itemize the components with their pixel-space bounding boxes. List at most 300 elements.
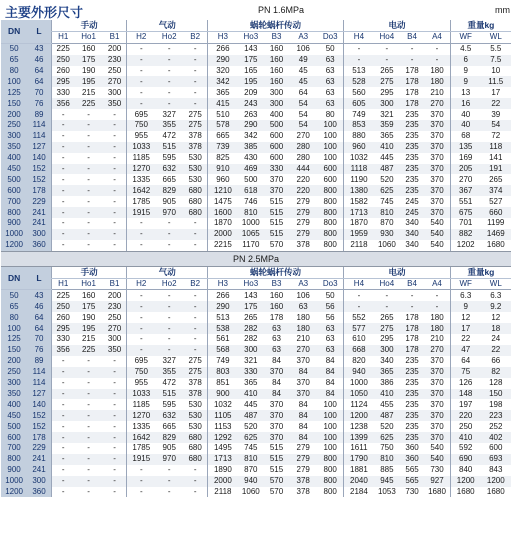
table-cell: 114 [27,131,51,142]
table-row [1,229,511,240]
table-cell: 1238 [344,421,374,432]
dn-cell: 65 [1,55,27,66]
table-cell: 882 [450,229,480,240]
table-cell: 675 [450,207,480,218]
table-cell: 270 [296,131,310,141]
table-cell: 370 [424,389,450,400]
table-cell: 54 [289,120,317,131]
table-cell: 360 [27,487,51,498]
table-cell: 84 [272,356,281,366]
table-cell: 300 [27,229,51,240]
table-cell: - [127,229,155,240]
table-cell: 43 [27,290,51,301]
table-cell: 370 [424,432,450,443]
table-cell: 210 [430,334,444,344]
table-cell: - [127,334,155,345]
table-cell: 1199 [487,218,505,228]
table-cell: 300 [27,476,51,487]
table-cell: 275 [188,356,202,366]
table-cell: 64 [27,66,51,77]
table-cell: 9.2 [481,301,511,312]
table-cell: - [113,486,116,496]
table-cell: 270 [424,345,450,356]
table-cell: 1118 [344,164,374,175]
table-cell: - [435,44,439,54]
table-cell: 810 [374,454,400,465]
dn-cell: 250 [1,120,27,131]
table-cell: 695 [127,109,155,120]
table-cell: - [127,290,155,301]
table-cell: 72 [491,131,501,141]
table-cell: 180 [424,323,450,334]
table-cell: 2000 [208,229,238,240]
table-cell: 570 [269,240,284,250]
table-cell: 370 [430,109,444,119]
table-cell: - [374,55,400,66]
table-cell: 750 [127,120,155,131]
table-cell: 225 [51,43,74,54]
table-cell: - [374,301,400,312]
table-cell: 592 [450,443,480,454]
table-cell: 595 [162,399,176,409]
table-cell: 870 [380,218,394,228]
table-cell: 266 [208,43,238,54]
table-cell: - [87,153,90,163]
table-cell: 223 [481,410,511,421]
table-cell: 472 [162,378,176,388]
table-cell: 810 [238,207,264,218]
table-cell: 360 [400,454,424,465]
table-cell: 5.5 [490,44,502,54]
table-cell: 225 [75,345,103,356]
table-cell: 10 [491,66,501,75]
table-row [1,410,511,421]
table-cell: 1053 [377,486,396,496]
table-cell: 235 [405,356,419,366]
table-cell: 750 [380,443,394,453]
table-cell: 540 [424,229,450,240]
table-cell: 64 [27,312,51,323]
dn-cell: 200 [1,109,27,120]
table-cell: - [87,196,90,206]
table-cell: 1495 [208,443,238,454]
table-cell: 195 [75,323,103,334]
table-cell: - [51,454,74,465]
table-cell: 2215 [208,240,238,251]
table-cell: 1959 [344,229,374,240]
table-cell: - [51,174,74,185]
table-cell: 12 [450,312,480,323]
table-cell: 209 [244,87,258,97]
table-cell: 7.5 [481,55,511,66]
table-cell: 955 [127,131,155,142]
table-cell: 300 [264,98,289,109]
table-cell: 330 [51,87,74,98]
table-cell: - [127,476,155,487]
table-cell: 191 [481,164,511,175]
table-cell: 1469 [481,229,511,240]
table-cell: 195 [75,76,103,87]
table-cell: 300 [374,98,400,109]
table-cell: - [127,218,155,229]
table-cell: 625 [238,432,264,443]
table-cell: 279 [296,443,310,453]
table-cell: 6 [450,55,480,66]
table-cell: - [155,55,183,66]
table-cell: - [155,323,183,334]
table-cell: - [75,432,103,443]
table-cell: 63 [317,98,343,109]
table-cell: 84 [289,432,317,443]
table-cell: - [75,454,103,465]
table-cell: 410 [450,432,480,443]
table-cell: 510 [208,109,238,120]
table-cell: 6.3 [450,290,480,301]
table-cell: 1170 [242,240,260,250]
table-cell: 100 [317,120,343,131]
table-cell: 321 [380,109,394,119]
table-cell: 370 [264,432,289,443]
table-cell: 668 [344,345,374,356]
table-cell: 265 [489,174,503,184]
table-cell: 63 [325,66,335,75]
table-cell: 1881 [344,465,374,476]
table-cell: 252 [489,421,503,431]
column-header: H3 [208,278,238,290]
dn-cell: 500 [1,174,27,185]
table-row [1,66,511,77]
table-cell: 290 [208,55,238,66]
dn-cell: 300 [1,378,27,389]
table-cell: 350 [103,345,127,356]
table-cell: 84 [317,367,343,378]
table-cell: 1680 [450,487,480,498]
table-cell: 340 [405,240,419,250]
dn-cell: 100 [1,76,27,87]
table-cell: 250 [107,312,122,322]
table-cell: 68 [450,131,480,142]
table-cell: 175 [238,55,264,66]
table-cell: - [51,207,74,218]
table-row [1,76,511,87]
table-cell: 1033 [127,389,155,400]
table-cell: 527 [489,196,503,206]
table-cell: - [75,185,103,196]
table-cell: 600 [489,443,503,453]
table-cell: 487 [374,410,400,421]
table-cell: 50 [325,44,335,54]
table-cell: 100 [323,421,337,431]
table-cell: 200 [107,44,122,54]
table-cell: 1065 [238,229,264,240]
table-cell: 11.5 [481,76,511,87]
table-cell: 327 [162,356,176,366]
table-cell: 365 [374,367,400,378]
table-cell: 690 [450,454,480,465]
table-cell: 560 [344,87,374,98]
table-cell: 235 [400,120,424,131]
table-cell: 355 [155,367,183,378]
table-cell: 178 [27,185,51,196]
dn-cell: 450 [1,410,27,421]
table-cell: - [103,389,127,400]
table-cell: 378 [183,142,207,153]
table-cell: 160 [264,301,289,312]
table-cell: 16 [450,98,480,109]
table-cell: - [51,476,74,487]
table-cell: 152 [27,410,51,421]
table-cell: 370 [296,356,310,366]
table-cell: 1033 [127,142,155,153]
table-cell: 220 [289,185,317,196]
column-header: WL [481,278,511,290]
table-cell: 500 [264,120,289,131]
table-cell: - [127,240,155,251]
table-cell: 378 [188,378,202,388]
table-cell: 1105 [208,410,238,421]
table-cell: - [193,87,197,97]
table-cell: 1032 [208,399,238,410]
table-cell: 680 [183,432,207,443]
table-cell: 605 [344,98,374,109]
table-cell: 1124 [344,399,374,410]
table-cell: 195 [238,76,264,87]
table-cell: 540 [430,443,444,453]
dn-cell: 600 [1,432,27,443]
table-cell: 1915 [127,454,155,465]
table-cell: 370 [430,378,444,388]
dn-cell: 150 [1,98,27,109]
table-cell: 800 [317,229,343,240]
table-cell: 515 [269,465,284,475]
table-cell: 515 [264,229,289,240]
table-cell: 250 [107,66,122,75]
table-cell: 330 [264,164,289,175]
table-cell: 825 [208,153,238,164]
table-cell: 359 [374,120,400,131]
table-cell: 126 [450,378,480,389]
table-cell: 84 [272,378,281,388]
table-cell: - [113,421,116,431]
group-header-row [1,20,511,31]
table-cell: 175 [238,301,264,312]
table-cell: 378 [296,240,310,250]
table-cell: 680 [183,454,207,465]
table-cell: 445 [244,399,258,409]
table-cell: - [87,378,90,388]
table-cell: 1335 [127,174,155,185]
table-cell: 515 [264,454,289,465]
table-cell: - [103,410,127,421]
table-cell: 270 [103,76,127,87]
table-cell: 1642 [127,432,155,443]
column-header: B2 [183,31,207,43]
table-cell: - [87,465,90,475]
table-cell: - [51,131,74,142]
table-cell: 680 [183,185,207,196]
table-cell: 190 [81,66,96,75]
table-cell: - [400,301,424,312]
table-cell: - [75,389,103,400]
table-cell: 749 [208,356,238,367]
table-cell: 56 [317,301,343,312]
table-cell: 410 [374,142,400,153]
table-cell: 530 [183,164,207,175]
group-header: 蜗轮蜗杆传动 [208,267,344,278]
table-cell: 800 [323,218,337,228]
table-cell: - [344,55,374,66]
table-cell: 54 [481,120,511,131]
table-cell: 279 [296,465,310,475]
table-cell: 520 [380,421,394,431]
table-row [1,432,511,443]
table-cell: 530 [188,174,202,184]
table-cell: 610 [344,334,374,345]
table-cell: 180 [430,66,444,75]
dn-cell: 125 [1,334,27,345]
table-cell: - [435,290,439,300]
table-cell: - [113,218,116,228]
table-row [1,196,511,207]
table-row [1,174,511,185]
table-cell: - [103,229,127,240]
table-cell: 960 [344,142,374,153]
table-cell: 84 [325,356,335,366]
table-cell: 2118 [344,240,374,251]
table-cell: 215 [81,334,96,344]
table-cell: 632 [155,164,183,175]
table-cell: - [183,301,207,312]
table-cell: - [113,196,116,206]
table-cell: 235 [405,131,419,141]
table-cell: 374 [481,185,511,196]
table-cell: - [410,44,414,54]
table-row [1,98,511,109]
column-header: H1 [51,278,74,290]
table-cell: 178 [405,334,419,344]
table-cell: 235 [405,399,419,409]
table-cell: 198 [489,399,503,409]
table-cell: 175 [75,55,103,66]
table-cell: - [127,345,155,356]
table-cell: 378 [289,476,317,487]
table-cell: - [75,120,103,131]
table-cell: 63 [325,334,335,344]
group-header: 手动 [51,267,127,278]
table-cell: 1785 [127,443,155,454]
table-cell: - [51,196,74,207]
table-cell: 1200 [450,476,480,487]
table-cell: 370 [424,185,450,196]
table-cell: 665 [208,131,238,142]
dimension-table [1,267,511,498]
table-cell: - [103,164,127,175]
table-cell: 241 [27,207,51,218]
table-cell: 178 [400,98,424,109]
table-cell: 632 [155,410,183,421]
table-cell: 178 [400,345,424,356]
column-header: WF [450,278,480,290]
table-cell: 1000 [344,378,374,389]
table-cell: - [51,356,74,367]
dn-cell: 50 [1,290,27,301]
table-cell: 1611 [344,443,374,454]
table-cell: 565 [400,476,424,487]
table-cell: 100 [323,131,337,141]
table-cell: 1680 [486,240,505,250]
table-cell: - [51,443,74,454]
table-cell: 402 [481,432,511,443]
table-cell: - [127,66,155,77]
table-cell: 577 [344,323,374,334]
table-cell: - [127,98,155,109]
table-cell: - [87,443,90,453]
table-cell: - [183,345,207,356]
table-cell: - [103,432,127,443]
dn-cell: 200 [1,356,27,367]
table-cell: - [51,185,74,196]
table-cell: - [113,131,116,141]
table-cell: 600 [264,142,289,153]
table-cell: 515 [155,142,183,153]
table-cell: 220 [450,410,480,421]
table-cell: 530 [188,153,202,163]
table-cell: 540 [424,454,450,465]
table-cell: 243 [238,98,264,109]
table-cell: - [193,218,197,228]
table-row [1,142,511,153]
table-cell: - [87,109,90,119]
table-cell: - [127,312,155,323]
table-cell: 853 [344,120,374,131]
table-cell: 160 [264,76,289,87]
table-cell: 515 [269,443,284,453]
table-cell: 250 [51,301,74,312]
table-cell: - [51,218,74,229]
table-cell: - [87,421,90,431]
table-row [1,240,511,251]
column-header: H4 [344,31,374,43]
table-cell: - [155,229,183,240]
table-cell: 63 [325,87,335,97]
table-cell: 250 [51,55,74,66]
table-cell: 178 [405,312,419,322]
table-row [1,454,511,465]
table-cell: 378 [296,486,310,496]
dn-cell: 900 [1,218,27,229]
table-cell: 800 [323,486,337,496]
table-cell: 235 [405,378,419,388]
table-cell: 578 [208,120,238,131]
table-cell: 960 [208,174,238,185]
group-header: 电动 [344,267,451,278]
column-header: WL [481,31,511,43]
table-cell: 229 [27,443,51,454]
table-cell: 530 [188,421,202,431]
table-cell: 180 [424,76,450,87]
table-cell: 263 [244,109,258,119]
table-cell: 235 [400,389,424,400]
table-cell: 39 [491,109,501,119]
table-cell: 114 [27,367,51,378]
table-cell: - [87,486,90,496]
table-cell: 84 [317,389,343,400]
dn-cell: 600 [1,185,27,196]
table-cell: 220 [296,174,310,184]
table-cell: 370 [430,131,444,141]
table-cell: 487 [238,410,264,421]
table-cell: 800 [317,185,343,196]
